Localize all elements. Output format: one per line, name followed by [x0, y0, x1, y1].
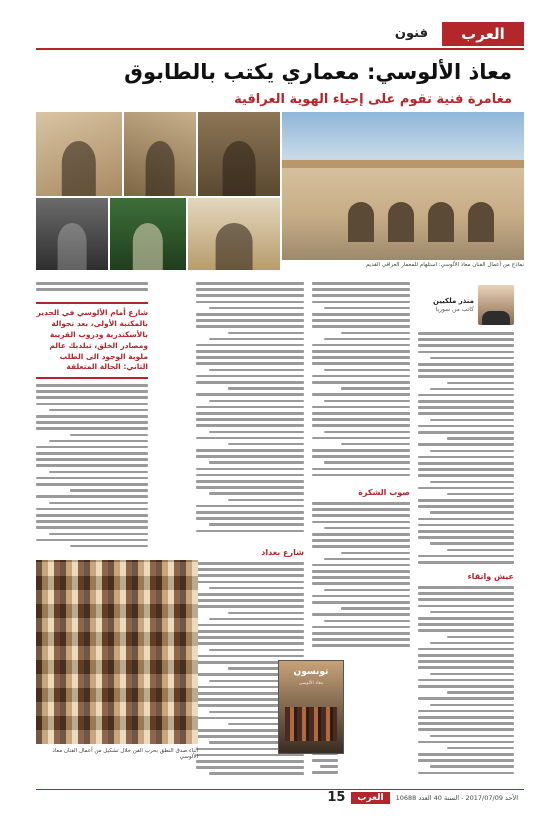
text-line: [312, 759, 338, 762]
subtitle-2: صوب الشكرة: [358, 488, 410, 497]
text-line: [209, 400, 304, 403]
text-line: [324, 558, 410, 561]
text-line: [312, 502, 410, 505]
page-header: [36, 22, 524, 50]
text-line: [418, 505, 514, 508]
text-line: [36, 421, 148, 424]
text-line: [36, 288, 148, 291]
text-line: [36, 539, 148, 542]
text-line: [196, 356, 304, 359]
text-line: [312, 294, 410, 297]
text-line: [209, 307, 304, 310]
text-line: [430, 765, 514, 768]
text-line: [196, 624, 304, 627]
text-line: [196, 766, 304, 769]
text-line: [341, 443, 410, 446]
text-line: [418, 716, 514, 719]
text-line: [312, 381, 410, 384]
text-line: [228, 332, 304, 335]
photo-caption: نماذج من أعمال الفنان معاذ الألوسي: استلهام للمعمار العراقي القديم: [366, 262, 524, 268]
text-line: [209, 338, 304, 341]
text-line: [324, 620, 410, 623]
text-line: [312, 424, 410, 427]
text-line: [418, 679, 514, 682]
text-line: [312, 508, 410, 511]
text-line: [196, 455, 304, 458]
text-line: [36, 384, 148, 387]
text-line: [312, 514, 410, 517]
text-line: [312, 449, 410, 452]
text-line: [430, 419, 514, 422]
text-line: [196, 562, 304, 565]
text-line: [196, 381, 304, 384]
text-line: [196, 486, 304, 489]
text-line: [324, 461, 410, 464]
text-line: [418, 536, 514, 539]
text-line: [418, 474, 514, 477]
text-line: [36, 477, 148, 480]
text-line: [312, 301, 410, 304]
text-line: [312, 288, 410, 291]
text-line: [418, 332, 514, 335]
text-line: [36, 282, 148, 285]
text-line: [312, 632, 410, 635]
text-line: [196, 294, 304, 297]
text-line: [196, 437, 304, 440]
text-line: [209, 649, 304, 652]
text-line: [196, 599, 304, 602]
text-line: [49, 502, 148, 505]
text-line: [312, 468, 410, 471]
text-line: [418, 598, 514, 601]
subtitle-1: عيش واتقاء: [467, 572, 514, 581]
text-line: [418, 772, 514, 775]
building-photo: [282, 112, 524, 260]
text-line: [196, 568, 304, 571]
text-line: [418, 592, 514, 595]
text-line: [36, 452, 148, 455]
text-line: [418, 499, 514, 502]
text-line: [70, 489, 148, 492]
text-line: [430, 511, 514, 514]
text-line: [430, 542, 514, 545]
text-line: [36, 483, 148, 486]
text-line: [312, 418, 410, 421]
text-line: [312, 564, 410, 567]
text-line: [312, 545, 410, 548]
render-photo: [110, 198, 186, 270]
text-line: [418, 431, 514, 434]
text-line: [312, 356, 410, 359]
text-line: [312, 771, 338, 774]
body-column-2: [312, 282, 410, 482]
text-line: [312, 455, 410, 458]
text-line: [418, 666, 514, 669]
text-line: [341, 332, 410, 335]
text-line: [324, 369, 410, 372]
text-line: [312, 437, 410, 440]
text-line: [209, 618, 304, 621]
text-line: [228, 443, 304, 446]
text-line: [196, 412, 304, 415]
body-column-2b: [312, 502, 410, 652]
text-line: [418, 660, 514, 663]
text-line: [447, 636, 514, 639]
text-line: [418, 648, 514, 651]
render-photo: [198, 112, 280, 196]
text-line: [430, 481, 514, 484]
text-line: [196, 424, 304, 427]
text-line: [196, 418, 304, 421]
text-line: [228, 499, 304, 502]
text-line: [196, 605, 304, 608]
text-line: [430, 673, 514, 676]
text-line: [196, 375, 304, 378]
text-line: [312, 393, 410, 396]
text-line: [447, 493, 514, 496]
text-line: [196, 636, 304, 639]
text-line: [324, 431, 410, 434]
text-line: [418, 518, 514, 521]
text-line: [36, 415, 148, 418]
text-line: [312, 313, 410, 316]
text-line: [312, 350, 410, 353]
text-line: [36, 495, 148, 498]
text-line: [196, 530, 304, 533]
text-line: [70, 545, 148, 548]
text-line: [209, 587, 304, 590]
text-line: [418, 561, 514, 564]
text-line: [418, 741, 514, 744]
text-line: [36, 514, 148, 517]
text-line: [418, 443, 514, 446]
text-line: [418, 722, 514, 725]
text-line: [418, 400, 514, 403]
text-line: [312, 626, 410, 629]
text-line: [418, 344, 514, 347]
text-line: [418, 487, 514, 490]
render-photo: [36, 112, 122, 196]
text-line: [418, 654, 514, 657]
text-line: [196, 350, 304, 353]
text-line: [312, 570, 410, 573]
text-line: [312, 644, 410, 647]
text-line: [209, 461, 304, 464]
text-line: [430, 388, 514, 391]
text-line: [228, 612, 304, 615]
text-line: [196, 468, 304, 471]
text-line: [36, 446, 148, 449]
text-line: [418, 685, 514, 688]
text-line: [209, 772, 304, 775]
text-line: [324, 400, 410, 403]
text-line: [36, 508, 148, 511]
text-line: [341, 552, 410, 555]
text-line: [418, 623, 514, 626]
section-title: فنون: [394, 26, 428, 41]
text-line: [324, 307, 410, 310]
text-line: [418, 412, 514, 415]
body-column-1b: [418, 586, 514, 782]
text-line: [196, 325, 304, 328]
text-line: [209, 431, 304, 434]
body-column-3: [196, 282, 304, 542]
text-line: [312, 638, 410, 641]
text-line: [418, 629, 514, 632]
text-line: [196, 760, 304, 763]
text-line: [196, 581, 304, 584]
text-line: [312, 576, 410, 579]
text-line: [312, 344, 410, 347]
book-cover: [278, 660, 344, 754]
author-avatar: [478, 285, 514, 325]
text-line: [418, 753, 514, 756]
text-line: [418, 530, 514, 533]
text-line: [312, 282, 410, 285]
text-line: [36, 520, 148, 523]
text-line: [324, 527, 410, 530]
text-line: [418, 351, 514, 354]
text-line: [341, 607, 410, 610]
text-line: [447, 437, 514, 440]
text-line: [447, 747, 514, 750]
newspaper-logo: العرب: [442, 22, 524, 46]
text-line: [36, 526, 148, 529]
textiles-photo: [36, 560, 198, 744]
text-line: [196, 574, 304, 577]
text-line: [430, 642, 514, 645]
text-line: [418, 369, 514, 372]
text-line: [430, 735, 514, 738]
body-column-4b: [36, 282, 148, 298]
text-line: [418, 759, 514, 762]
text-line: [418, 394, 514, 397]
body-column-4: [36, 384, 148, 554]
text-line: [196, 344, 304, 347]
text-line: [418, 728, 514, 731]
render-photo: [36, 198, 108, 270]
text-line: [430, 450, 514, 453]
article-subhead: مغامرة فنية تقوم على إحياء الهوية العراقية: [234, 92, 512, 107]
text-line: [418, 697, 514, 700]
page-number: 15: [327, 790, 346, 805]
text-line: [196, 449, 304, 452]
author-name: منذر ملكيين: [433, 296, 474, 305]
text-line: [430, 611, 514, 614]
text-line: [196, 301, 304, 304]
issue-date: الأحد 2017/07/09 - السنة 40 العدد 10688: [395, 793, 518, 802]
text-line: [430, 704, 514, 707]
text-line: [447, 691, 514, 694]
article-headline: معاذ الألوسي: معماري يكتب بالطابوق: [124, 60, 512, 84]
text-line: [196, 630, 304, 633]
text-line: [418, 468, 514, 471]
textiles-caption: أثناء صدق النطق بحرب الفن خلال تشكيل من أعمال الفنان معاذ الألوسي: [52, 748, 198, 760]
text-line: [36, 390, 148, 393]
text-line: [228, 387, 304, 390]
text-line: [209, 492, 304, 495]
body-column-1: [418, 332, 514, 568]
text-line: [312, 474, 410, 477]
author-box: [418, 282, 514, 328]
text-line: [312, 375, 410, 378]
text-line: [312, 582, 410, 585]
text-line: [196, 505, 304, 508]
text-line: [36, 427, 148, 430]
text-line: [196, 282, 304, 285]
text-line: [312, 595, 410, 598]
text-line: [196, 406, 304, 409]
text-line: [36, 458, 148, 461]
text-line: [49, 471, 148, 474]
text-line: [196, 474, 304, 477]
text-line: [418, 425, 514, 428]
text-line: [418, 363, 514, 366]
text-line: [312, 325, 410, 328]
text-line: [196, 362, 304, 365]
text-line: [196, 288, 304, 291]
text-line: [418, 586, 514, 589]
text-line: [341, 387, 410, 390]
text-line: [196, 517, 304, 520]
text-line: [312, 539, 410, 542]
text-line: [312, 406, 410, 409]
text-line: [312, 613, 410, 616]
text-line: [418, 338, 514, 341]
subtitle-3: شارع بغداد: [261, 548, 304, 557]
text-line: [49, 409, 148, 412]
text-line: [196, 393, 304, 396]
text-line: [196, 655, 304, 658]
book-author: معاذ الألوسي: [298, 681, 324, 686]
text-line: [70, 434, 148, 437]
text-line: [312, 412, 410, 415]
text-line: [196, 313, 304, 316]
text-line: [418, 456, 514, 459]
text-line: [418, 555, 514, 558]
text-line: [418, 617, 514, 620]
footer-logo: العرب: [351, 792, 389, 804]
text-line: [36, 396, 148, 399]
text-line: [196, 319, 304, 322]
text-line: [430, 357, 514, 360]
render-photo: [188, 198, 280, 270]
render-photo: [124, 112, 196, 196]
text-line: [320, 765, 338, 768]
text-line: [209, 369, 304, 372]
text-line: [196, 511, 304, 514]
text-line: [196, 593, 304, 596]
text-line: [324, 589, 410, 592]
text-line: [418, 375, 514, 378]
text-line: [312, 601, 410, 604]
text-line: [312, 362, 410, 365]
text-line: [312, 319, 410, 322]
author-role: كاتب من سوريا: [435, 305, 474, 313]
text-line: [196, 642, 304, 645]
text-line: [36, 464, 148, 467]
text-line: [418, 462, 514, 465]
text-line: [209, 523, 304, 526]
text-line: [49, 533, 148, 536]
text-line: [324, 338, 410, 341]
text-line: [418, 710, 514, 713]
text-line: [447, 382, 514, 385]
text-line: [196, 754, 304, 757]
text-line: [418, 524, 514, 527]
text-line: [418, 605, 514, 608]
text-line: [447, 549, 514, 552]
text-line: [49, 440, 148, 443]
text-line: [312, 521, 410, 524]
text-line: [196, 480, 304, 483]
pull-quote: شارع أمام الألوسي في الجدير بالمكتبة الأولى، بعد تجوالة بالأسكندرية ودروب القريبة ومصادر الخلق، تبلدبك عالم ملوبة الوجود الى الطلب الثاني: الحالة المتعلقة: [36, 302, 148, 379]
text-line: [418, 406, 514, 409]
text-line: [36, 403, 148, 406]
text-line: [312, 533, 410, 536]
book-title: تونسون: [293, 667, 329, 677]
page-footer: [36, 789, 524, 805]
